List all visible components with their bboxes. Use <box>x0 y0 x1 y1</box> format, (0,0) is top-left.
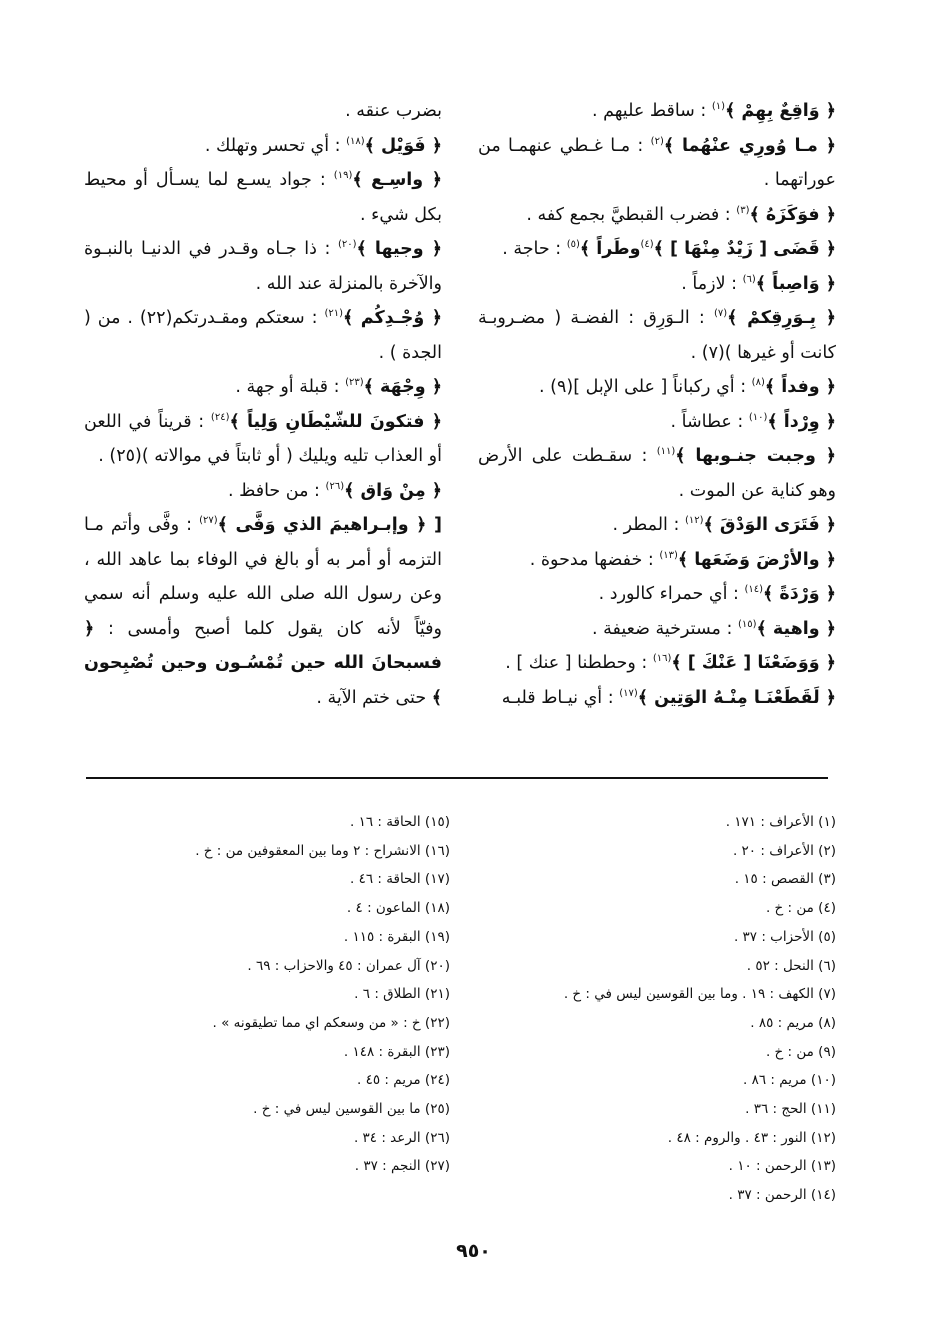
footnote: (٢٦) الرعد : ٣٤ . <box>353 1129 450 1146</box>
gloss-entry <box>478 612 836 647</box>
footnote-marker: (١١) <box>656 446 676 458</box>
footnote: (١٢) النور : ٤٣ . والروم : ٤٨ . <box>667 1129 836 1146</box>
gloss-term: ﴿ وَاصِباً ﴾ <box>755 273 836 294</box>
gloss-definition: : مسترخية ضعيفة . <box>592 618 733 639</box>
gloss-term: ﴿ فتكونَ للشّيْطَانِ وَلِياً ﴾ <box>229 411 442 432</box>
gloss-definition: : قريناً في اللعن أو العذاب تليه ويليك ( أو ثابتاً في موالاته )(٢٥) . <box>84 411 442 466</box>
footnote: (١٠) مريم : ٨٦ . <box>742 1072 836 1089</box>
gloss-term: ﴿ وجبت جنـوبها ﴾ <box>675 446 836 466</box>
footnote-marker: (٢٣) <box>345 377 364 389</box>
footnote-marker: (٢٧) <box>199 515 218 527</box>
gloss-entry <box>478 439 836 508</box>
footnote: (٦) النحل : ٥٢ . <box>746 957 836 974</box>
footnote: (١٧) الحاقة : ٤٦ . <box>350 871 450 888</box>
gloss-term: ﴿ فوَكَزَهُ ﴾ <box>749 204 836 225</box>
gloss-definition: : الـوَرِق : الفضـة ( مضـروبـة كانت أو غيرها )(٧) . <box>478 308 836 363</box>
quoted-verse: ﴿ فسبحانَ الله حين تُمْسُـون وحين تُصْبِحون ﴾ <box>84 618 442 708</box>
gloss-definition: بضرب عنقه . <box>345 101 442 121</box>
gloss-definition: : لازماً . <box>681 273 738 294</box>
footnote-marker: (٥) <box>566 239 580 251</box>
gloss-entry <box>84 508 442 715</box>
footnotes-right-column <box>496 808 836 1210</box>
footnote: (١٨) الماعون : ٤ . <box>346 900 450 917</box>
footnote: (١٥) الحاقة : ١٦ . <box>350 814 450 830</box>
footnote: (٢٠) آل عمران : ٤٥ والاحزاب : ٦٩ . <box>247 957 450 974</box>
footnotes-left-column <box>110 808 450 1210</box>
footnote-marker: (١٦) <box>652 653 672 665</box>
gloss-term: ﴿ بِـوَرِقِكمْ ﴾ <box>727 308 836 328</box>
footnote: (١٩) البقرة : ١١٥ . <box>343 928 450 945</box>
gloss-entry <box>478 232 836 267</box>
footnote-marker: (٨) <box>751 377 765 389</box>
footnote-marker: (١) <box>711 101 726 113</box>
main-text-columns <box>84 94 836 766</box>
gloss-entry <box>84 405 442 474</box>
gloss-term: وطَراً ﴾ <box>579 239 641 259</box>
gloss-definition: : أي حمراء كالورد . <box>598 584 739 604</box>
footnote: (١٦) الانشراح : ٢ وما بين المعقوفين من : خ . <box>195 842 450 859</box>
gloss-entry <box>478 646 836 681</box>
left-column <box>84 94 442 766</box>
gloss-definition: : حاجة . <box>502 239 562 259</box>
footnote: (٢٢) خ : « من وسعكم اي مما تطيقونه » . <box>212 1014 450 1031</box>
gloss-term: ﴿ لَقَطَعْنَـا مِنْـهُ الوَتِين ﴾ <box>637 687 836 708</box>
gloss-definition: : فضرب القبطيَّ بجمع كفه . <box>526 204 731 225</box>
gloss-term: ﴿ واسِـع ﴾ <box>352 170 442 190</box>
footnote-marker: (٣) <box>736 204 750 216</box>
gloss-entry <box>478 129 836 198</box>
footnote-marker: (٧) <box>713 308 728 320</box>
gloss-definition: : وحططنا [ عنك ] . <box>505 653 648 673</box>
footnote: (٩) من : خ . <box>765 1043 836 1060</box>
gloss-entry <box>478 198 836 233</box>
footnote: (٢) الأعراف : ٢٠ . <box>732 842 836 859</box>
gloss-definition: : سقـطت على الأرض وهو كناية عن الموت . <box>478 446 836 501</box>
gloss-definition: : أي نيـاط قلبـه <box>501 687 614 708</box>
gloss-definition: : أي تحسر وتهلك . <box>204 135 341 156</box>
gloss-entry <box>478 301 836 370</box>
gloss-definition: : المطر . <box>612 515 680 535</box>
gloss-definition: : ذا جـاه وقـدر في الدنيـا بالنبـوة والآخرة بالمنزلة عند الله . <box>84 239 442 294</box>
gloss-entry <box>478 681 836 716</box>
footnote: (٤) من : خ . <box>765 900 836 917</box>
footnote-marker: (١٢) <box>684 515 704 527</box>
gloss-definition: : خفضها مدحوة . <box>529 549 654 570</box>
gloss-definition: : أي ركباناً [ على الإبل ](٩) . <box>539 377 747 397</box>
footnote-marker: (٢٠) <box>337 239 357 251</box>
footnote: (٧) الكهف : ١٩ . وما بين القوسين ليس في : خ . <box>563 986 836 1003</box>
footnote: (٢٤) مريم : ٤٥ . <box>356 1072 450 1089</box>
footnote-marker: (١٣) <box>659 549 678 561</box>
footnote-marker: (١٨) <box>346 135 365 147</box>
gloss-entry <box>478 543 836 578</box>
footnote-marker: (٦) <box>742 273 756 285</box>
footnote: (٢١) الطلاق : ٦ . <box>354 986 450 1003</box>
footnote-marker: (١٩) <box>333 170 353 182</box>
gloss-term: [ ﴿ وإبـراهيمَ الذي وَفَّى ﴾ <box>217 515 442 535</box>
gloss-entry <box>478 577 836 612</box>
gloss-entry <box>84 301 442 370</box>
page-number: ٩٥٠ <box>456 1240 491 1262</box>
gloss-term: ﴿ وُجْـدِكُم ﴾ <box>343 308 442 328</box>
gloss-definition: : ساقط عليهم . <box>591 101 707 121</box>
gloss-term: ﴿ مـا وُورِي عنْهُما ﴾ <box>663 135 836 156</box>
footnote-marker: (٢) <box>650 135 664 147</box>
gloss-definition: حتى ختم الآية . <box>316 687 427 708</box>
footnote-marker: (٢١) <box>324 308 344 320</box>
footnote: (١٤) الرحمن : ٣٧ . <box>728 1187 836 1204</box>
gloss-definition: : قبلة أو جهة . <box>235 377 340 397</box>
footnote: (٣) القصص : ١٥ . <box>734 871 836 888</box>
footnote: (٢٧) النجم : ٣٧ . <box>354 1158 450 1175</box>
footnote-marker: (٢٦) <box>325 480 345 492</box>
gloss-definition: : مـا غـطي عنهمـا من عوراتهما . <box>478 135 836 190</box>
gloss-definition: : عطاشاً . <box>670 411 744 432</box>
gloss-term: ﴿ والأرْضَ وَضَعَها ﴾ <box>677 549 836 570</box>
gloss-definition: : وفَّى وأتم مـا التزمه أو أمر به أو بالغ في الوفاء بما عاهد الله ، وعن رسول الله صلى الله عليه وسلم أنه سمي وفيّاً لأنه كان يقول كلما أصبح وأمسى : <box>84 515 442 639</box>
gloss-term: ﴿ وِجْهَة ﴾ <box>363 377 442 397</box>
footnotes <box>110 808 836 1210</box>
footnote: (٢٥) ما بين القوسين ليس في : خ . <box>253 1101 450 1118</box>
gloss-term: ﴿ مِنْ وَاق ﴾ <box>344 480 442 501</box>
footnote: (٨) مريم : ٨٥ . <box>750 1014 836 1031</box>
gloss-term: ﴿ وجيها ﴾ <box>356 239 442 259</box>
gloss-entry <box>84 94 442 129</box>
gloss-term: ﴿ وَاقِعٌ بِهِمْ ﴾ <box>725 101 836 121</box>
gloss-entry <box>478 267 836 302</box>
footnote: (١١) الحج : ٣٦ . <box>745 1101 836 1118</box>
footnote: (٥) الأحزاب : ٣٧ . <box>733 928 836 945</box>
footnote-separator <box>86 777 828 779</box>
gloss-term: ﴿ فَتَرَى الوَدْقَ ﴾ <box>703 515 836 535</box>
gloss-term: ﴿ واهية ﴾ <box>756 618 836 639</box>
gloss-definition: : سعتكم ومقـدرتكم(٢٢) . من ( الجدة ) . <box>84 308 442 363</box>
gloss-entry <box>478 370 836 405</box>
gloss-entry <box>84 474 442 509</box>
gloss-term: ﴿ وَرْدَةً ﴾ <box>763 584 836 604</box>
gloss-term: ﴿ وَوَضَعْنَا [ عَنْكَ ] ﴾ <box>671 653 836 673</box>
gloss-entry <box>478 508 836 543</box>
gloss-entry <box>84 370 442 405</box>
footnote: (١٣) الرحمن : ١٠ . <box>728 1158 836 1175</box>
gloss-entry <box>84 163 442 232</box>
gloss-entry <box>478 94 836 129</box>
right-column <box>478 94 836 766</box>
gloss-definition: : جواد يسـع لما يسـأل أو محيط بكل شيء . <box>84 170 442 225</box>
footnote-marker: (١٤) <box>744 584 764 596</box>
footnote: (٢٣) البقرة : ١٤٨ . <box>343 1043 450 1060</box>
gloss-term: ﴿ وفداً ﴾ <box>764 377 836 397</box>
gloss-entry <box>84 129 442 164</box>
footnote: (١) الأعراف : ١٧١ . <box>725 814 836 830</box>
gloss-entry <box>84 232 442 301</box>
footnote-marker: (١٧) <box>619 687 638 699</box>
gloss-definition: : من حافظ . <box>227 480 320 501</box>
footnote-marker: (٤) <box>640 239 654 251</box>
gloss-entry <box>478 405 836 440</box>
footnote-marker: (٢٤) <box>210 411 230 423</box>
gloss-term: ﴿ قَضَى [ زَيْدٌ مِنْهَا ] ﴾ <box>653 239 836 259</box>
gloss-term: ﴿ فَوَيْل ﴾ <box>364 135 442 156</box>
footnote-marker: (١٥) <box>737 618 757 630</box>
footnote-marker: (١٠) <box>748 411 768 423</box>
gloss-term: ﴿ وِرْداً ﴾ <box>767 411 836 432</box>
